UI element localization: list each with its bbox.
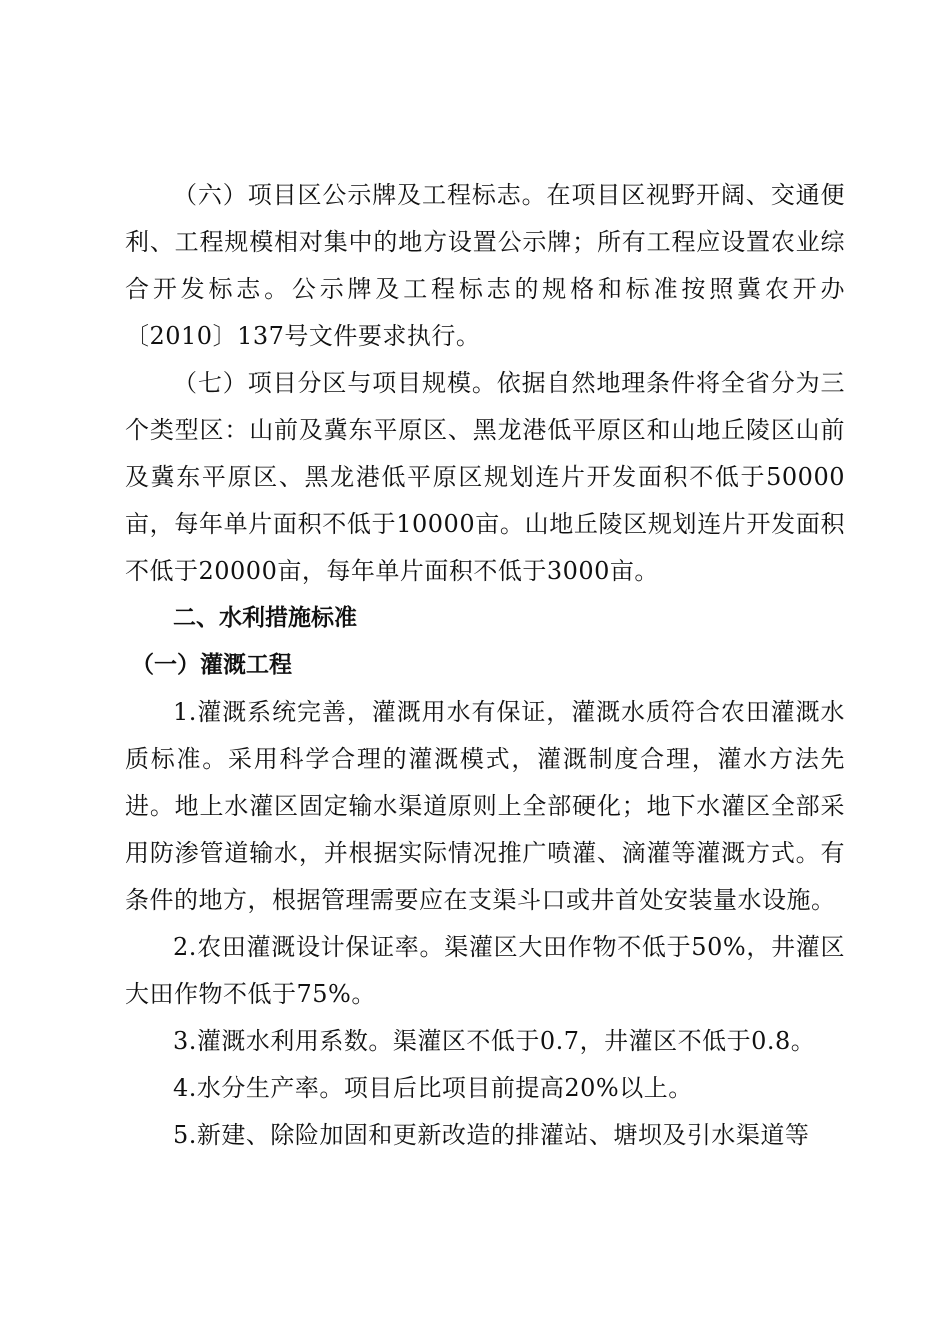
paragraph-water-productivity: 4.水分生产率。项目后比项目前提高20%以上。 [173,1074,693,1102]
paragraph-project-signboard: （六）项目区公示牌及工程标志。在项目区视野开阔、交通便利、工程规模相对集中的地方设置公示牌；所有工程应设置农业综合开发标志。公示牌及工程标志的规格和标准按照冀农开办〔2010〕137号文件要求执行。 [125,181,845,350]
paragraph-irrigation-water-coefficient: 3.灌溉水利用系数。渠灌区不低于0.7，井灌区不低于0.8。 [173,1027,816,1055]
paragraph-irrigation-system: 1.灌溉系统完善，灌溉用水有保证，灌溉水质符合农田灌溉水质标准。采用科学合理的灌溉模式，灌溉制度合理，灌水方法先进。地上水灌区固定输水渠道原则上全部硬化；地下水灌区全部采用防渗管道输水，并根据实际情况推广喷灌、滴灌等灌溉方式。有条件的地方，根据管理需要应在支渠斗口或井首处安装量水设施。 [125,698,845,914]
paragraph-project-zoning: （七）项目分区与项目规模。依据自然地理条件将全省分为三个类型区：山前及冀东平原区、黑龙港低平原区和山地丘陵区山前及冀东平原区、黑龙港低平原区规划连片开发面积不低于50000亩，每年单片面积不低于10000亩。山地丘陵区规划连片开发面积不低于20000亩，每年单片面积不低于3000亩。 [125,369,845,585]
document-body [125,172,845,1159]
section-heading-water-measures: 二、水利措施标准 [173,605,357,631]
subsection-heading-irrigation: （一）灌溉工程 [131,652,292,678]
paragraph-new-construction: 5.新建、除险加固和更新改造的排灌站、塘坝及引水渠道等 [173,1121,810,1149]
paragraph-irrigation-guarantee-rate: 2.农田灌溉设计保证率。渠灌区大田作物不低于50%，井灌区大田作物不低于75%。 [125,933,845,1008]
